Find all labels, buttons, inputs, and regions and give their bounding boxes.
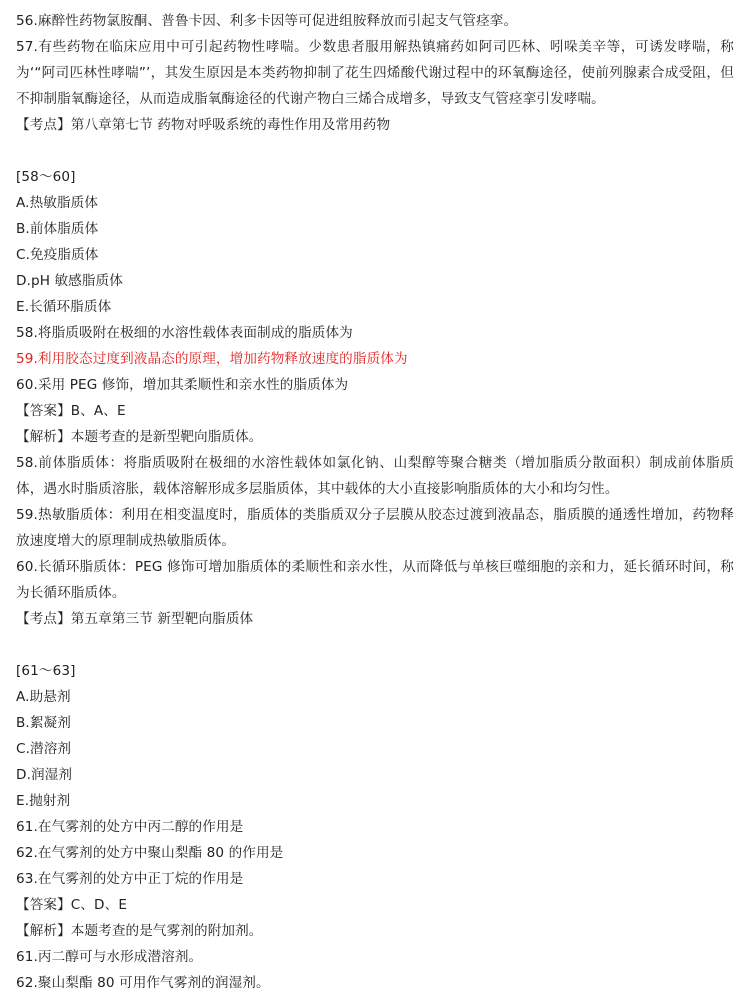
analysis-61-63: 【解析】本题考查的是气雾剂的附加剂。 <box>16 923 263 939</box>
question-range-58-60: [58～60] <box>16 169 76 185</box>
answer-61-63: 【答案】C、D、E <box>16 897 128 913</box>
option-c: C.免疫脂质体 <box>16 247 99 263</box>
option-a: A.热敏脂质体 <box>16 195 99 211</box>
explanation-61: 61.丙二醇可与水形成潜溶剂。 <box>16 949 203 965</box>
q60-text: 60.采用 PEG 修饰，增加其柔顺性和亲水性的脂质体为 <box>16 377 349 393</box>
q56-text: 56.麻醉性药物氯胺酮、普鲁卡因、利多卡因等可促进组胺释放而引起支气管痉挛。 <box>16 13 518 29</box>
option-e: E.抛射剂 <box>16 793 71 809</box>
document-page <box>0 8 750 1005</box>
q63-text: 63.在气雾剂的处方中正丁烷的作用是 <box>16 871 244 887</box>
option-c: C.潜溶剂 <box>16 741 72 757</box>
q62-text: 62.在气雾剂的处方中聚山梨酯 80 的作用是 <box>16 845 284 861</box>
question-range-61-63: [61～63] <box>16 663 76 679</box>
analysis-58-60: 【解析】本题考查的是新型靶向脂质体。 <box>16 429 263 445</box>
option-b: B.絮凝剂 <box>16 715 71 731</box>
explanation-58: 58.前体脂质体：将脂质吸附在极细的水溶性载体如氯化钠、山梨醇等聚合糖类（增加脂质分散面积）制成前体脂质体，遇水时脂质溶胀，载体溶解形成多层脂质体，其中载体的大小直接影响脂质体的大小和均匀性。 <box>16 455 734 497</box>
option-d: D.润湿剂 <box>16 767 73 783</box>
q57-text: 57.有些药物在临床应用中可引起药物性哮喘。少数患者服用解热镇痛药如阿司匹林、吲哚美辛等，可诱发哮喘，称为‘“阿司匹林性哮喘”’，其发生原因是本类药物抑制了花生四烯酸代谢过程中的环氧酶途径，使前列腺素合成受阻，但不抑制脂氧酶途径，从而造成脂氧酶途径的代谢产物白三烯合成增多，导致支气管痉挛引发哮喘。 <box>16 39 734 107</box>
spacer <box>16 632 734 658</box>
option-e: E.长循环脂质体 <box>16 299 112 315</box>
option-a: A.助悬剂 <box>16 689 71 705</box>
q59-text-highlighted: 59.利用胶态过度到液晶态的原理，增加药物释放速度的脂质体为 <box>16 351 408 367</box>
q58-text: 58.将脂质吸附在极细的水溶性载体表面制成的脂质体为 <box>16 325 353 341</box>
spacer <box>16 138 734 164</box>
q61-text: 61.在气雾剂的处方中丙二醇的作用是 <box>16 819 244 835</box>
option-d: D.pH 敏感脂质体 <box>16 273 123 289</box>
explanation-62: 62.聚山梨酯 80 可用作气雾剂的润湿剂。 <box>16 975 270 991</box>
kaodian-2: 【考点】第五章第三节 新型靶向脂质体 <box>16 611 254 627</box>
kaodian-1: 【考点】第八章第七节 药物对呼吸系统的毒性作用及常用药物 <box>16 117 391 133</box>
explanation-59: 59.热敏脂质体：利用在相变温度时，脂质体的类脂质双分子层膜从胶态过渡到液晶态，脂质膜的通透性增加，药物释放速度增大的原理制成热敏脂质体。 <box>16 507 734 549</box>
answer-58-60: 【答案】B、A、E <box>16 403 126 419</box>
option-b: B.前体脂质体 <box>16 221 99 237</box>
explanation-60: 60.长循环脂质体：PEG 修饰可增加脂质体的柔顺性和亲水性，从而降低与单核巨噬细胞的亲和力，延长循环时间，称为长循环脂质体。 <box>16 559 734 601</box>
